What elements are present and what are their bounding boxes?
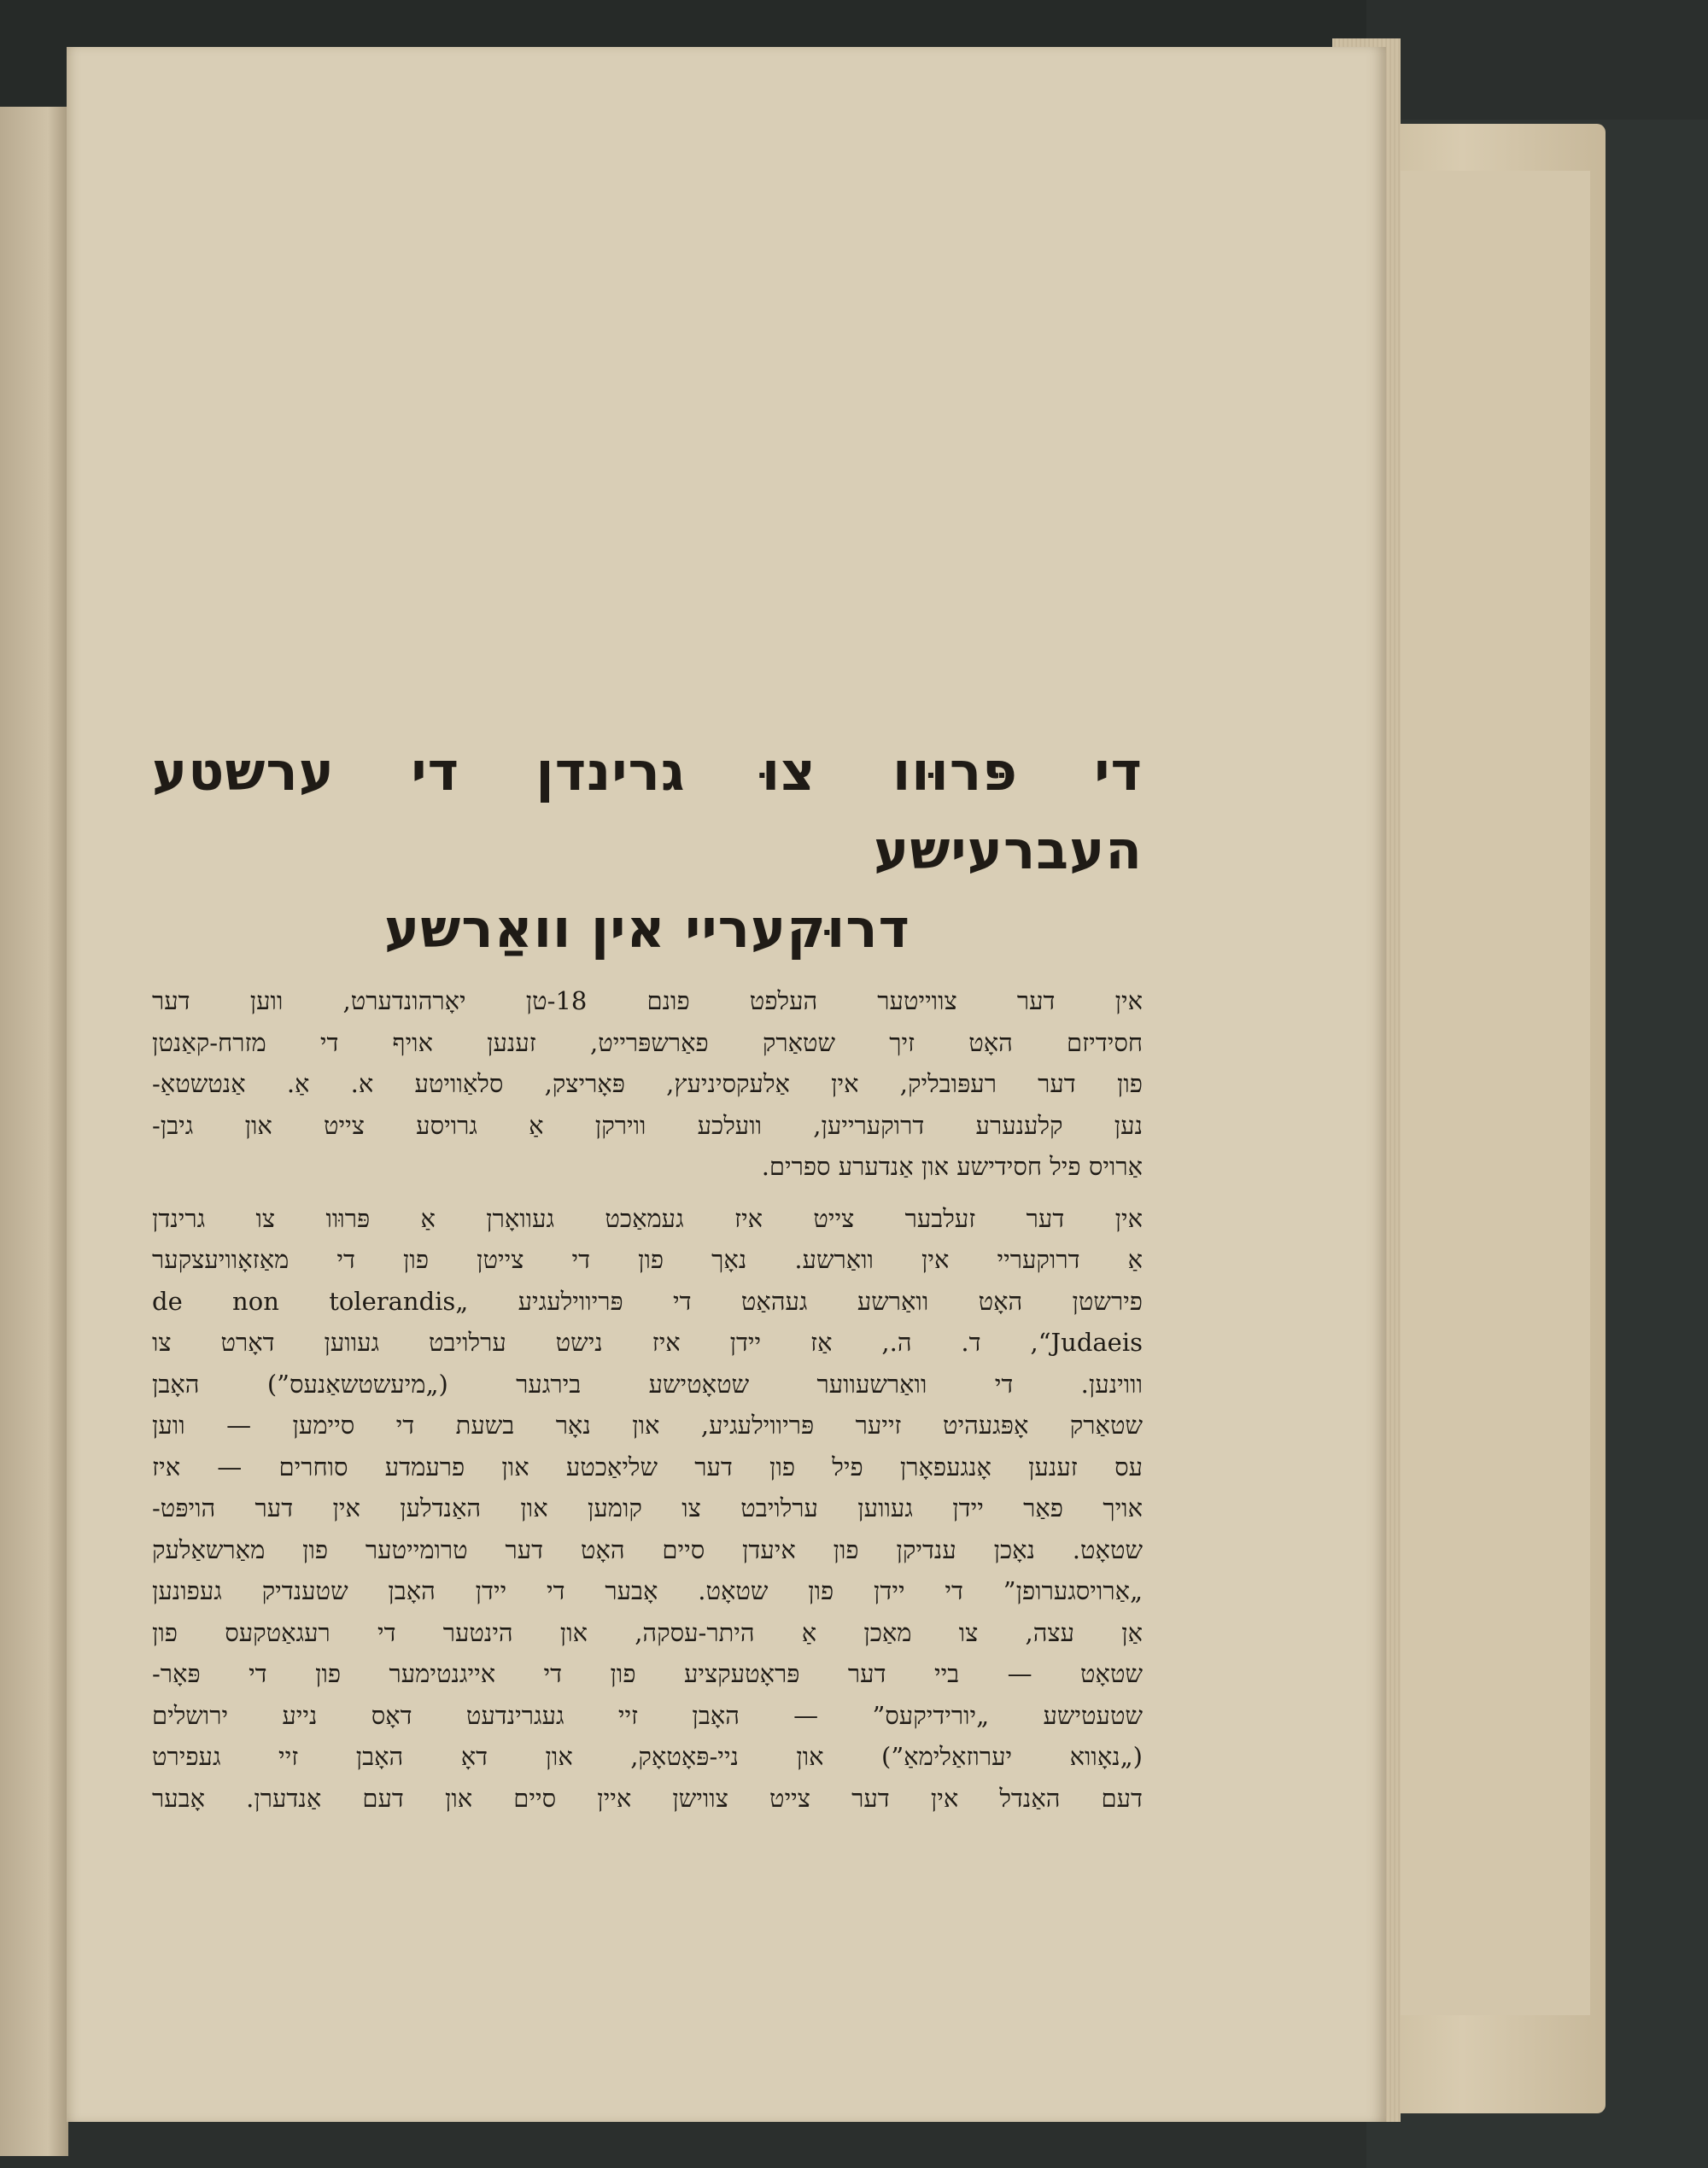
text-line: אין דער צווייטער העלפט פונם 18-טן יאָרהונדערט, ווען דער bbox=[152, 986, 1143, 1015]
chapter-title-line-2: דרוּקעריי אין וואַרשע bbox=[383, 897, 911, 960]
text-line: שטאָט — ביי דער פּראָטעקציע פון די אייגנטימער פון די פּאָר- bbox=[152, 1659, 1143, 1688]
text-line: אויך פאַר יידן געווען ערלויבט צו קומען און האַנדלען אין דער הויפּט- bbox=[152, 1493, 1143, 1522]
text-line: Judaeis“, ד. ה., אַז יידן איז נישט ערלויבט געווען דאָרט צו bbox=[152, 1328, 1143, 1357]
page-text bbox=[152, 733, 1143, 1819]
text-line: וווינען. די וואַרשעווער שטאָטישע בירגער („מיעשטשאַנעס”) האָבן bbox=[152, 1369, 1143, 1399]
paragraph-gap bbox=[152, 1188, 1143, 1198]
text-line: אַן עצה, צו מאַכן אַ היתר-עסקה, און הינטער די רעגאַטקעס פון bbox=[152, 1617, 1143, 1647]
text-line: פירשטן האָט וואַרשע געהאַט די פּריווילעגיע „de non tolerandis bbox=[152, 1286, 1143, 1316]
left-page-sliver bbox=[0, 107, 68, 2156]
paragraph-1 bbox=[152, 980, 1143, 1188]
text-line: „אַרויסגערופן” די יידן פון שטאָט. אָבער די יידן האָבן שטענדיק געפונען bbox=[152, 1576, 1143, 1605]
text-line: („נאָווא יערוזאַלימאַ”) און ניי-פּאָטאָק, און דאָ האָבן זיי געפירט bbox=[152, 1742, 1143, 1771]
chapter-title-line-1: די פּרוּוו צוּ גרינדן די ערשטע העברעישע bbox=[152, 740, 1143, 881]
text-line: אַ דרוקעריי אין וואַרשע. נאָך פון די צייטן פון די מאַזאָוויעצקער bbox=[152, 1245, 1143, 1274]
text-line: אין דער זעלבער צייט איז געמאַכט געוואָרן אַ פּרוּוו צו גרינדן bbox=[152, 1203, 1143, 1233]
text-line: שטעטישע „יורידיקעס” — האָבן זיי געגרינדעט דאָס נייע ירושלים bbox=[152, 1700, 1143, 1730]
paragraph-2 bbox=[152, 1198, 1143, 1820]
text-line: שטאַרק אָפּגעהיט זייער פּריווילעגיע, און נאָר בשעת די סיימען — ווען bbox=[152, 1411, 1143, 1440]
text-line: שטאָט. נאָכן ענדיקן פון איעדן סיים האָט דער טרומייטער פון מאַרשאַלעק bbox=[152, 1534, 1143, 1564]
text-line: פון דער רעפּובליק, אין אַלעקסיניעץ, פּאָריצק, סלאַוויטע א. אַ. אַנטשטאַ- bbox=[152, 1069, 1143, 1098]
text-line: חסידיזם האָט זיך שטאַרק פאַרשפּרייט, זענען אויף די מזרח-קאַנטן bbox=[152, 1027, 1143, 1057]
page-block-inner bbox=[1383, 171, 1590, 2015]
text-line: דעם האַנדל אין דער צייט צווישן איין סיים און דעם אַנדערן. אָבער bbox=[152, 1783, 1143, 1813]
text-line: אַרויס פיל חסידישע און אַנדערע ספרים. bbox=[761, 1152, 1143, 1181]
text-line: נען קלענערע דרוקערייען, וועלכע ווירקן אַ גרויסע צייט און גיבן- bbox=[152, 1110, 1143, 1140]
text-line: עס זענען אָנגעפאָרן פיל פון דער שליאַכטע און פרעמדע סוחרים — איז bbox=[152, 1452, 1143, 1481]
